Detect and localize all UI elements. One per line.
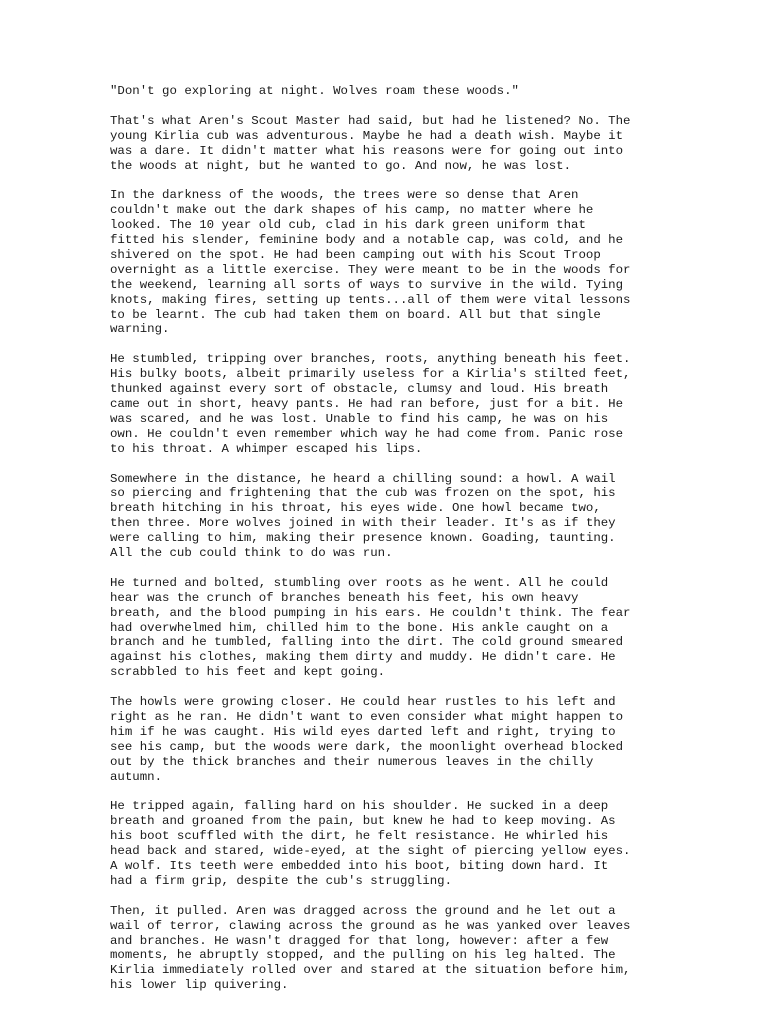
paragraph-howl: Somewhere in the distance, he heard a chilling sound: a howl. A wail so piercing and frightening that the cub was frozen on the spot, his breath hitching in his throat, his eyes wide. One howl became two, then three. More wolves joined in with their leader. It's as if they were calling to him, making their presence known. Goading, taunting. All the cub could think to do was run. <box>110 471 616 561</box>
document-page <box>110 84 670 1008</box>
paragraph-scout-master: That's what Aren's Scout Master had said, but had he listened? No. The young Kirlia cub was adventurous. Maybe he had a death wish. Maybe it was a dare. It didn't matter what his reasons were for going out into the woods at night, but he wanted to go. And now, he was lost. <box>110 113 631 173</box>
paragraph-howls-closer: The howls were growing closer. He could hear rustles to his left and right as he ran. He didn't want to even consider what might happen to him if he was caught. His wild eyes darted left and right, trying to see his camp, but the woods were dark, the moonlight overhead blocked out by the thick branches and their numerous leaves in the chilly autumn. <box>110 695 624 784</box>
paragraph-darkness-woods: In the darkness of the woods, the trees were so dense that Aren couldn't make out the dark shapes of his camp, no matter where he looked. The 10 year old cub, clad in his dark green uniform that fitted his slender, feminine body and a notable cap, was cold, and he shivered on the spot. He had been camping out with his Scout Troop overnight as a little exercise. They were meant to be in the woods for the weekend, learning all sorts of ways to survive in the wild. Tying knots, making fires, setting up tents...all of them were vital lessons to be learnt. The cub had taken them on board. All but that single warning. <box>110 188 631 337</box>
paragraph-dragged: Then, it pulled. Aren was dragged across the ground and he let out a wail of terror, clawing across the ground as he was yanked over leaves and branches. He wasn't dragged for that long, however: after a few moments, he abruptly stopped, and the pulling on his leg halted. The Kirlia immediately rolled over and stared at the situation before him, his lower lip quivering. <box>110 903 631 993</box>
paragraph-warning-quote: "Don't go exploring at night. Wolves roam these woods." <box>110 84 519 98</box>
paragraph-stumbled: He stumbled, tripping over branches, roots, anything beneath his feet. His bulky boots, albeit primarily useless for a Kirlia's stilted feet, thunked against every sort of obstacle, clumsy and loud. His breath came out in short, heavy pants. He had ran before, just for a bit. He was scared, and he was lost. Unable to find his camp, he was on his own. He couldn't even remember which way he had come from. Panic rose to his throat. A whimper escaped his lips. <box>110 352 631 456</box>
paragraph-bolted: He turned and bolted, stumbling over roots as he went. All he could hear was the crunch of branches beneath his feet, his own heavy breath, and the blood pumping in his ears. He couldn't think. The fear had overwhelmed him, chilled him to the bone. His ankle caught on a branch and he tumbled, falling into the dirt. The cold ground smeared against his clothes, making them dirty and muddy. He didn't care. He scrabbled to his feet and kept going. <box>110 575 631 680</box>
paragraph-tripped-again: He tripped again, falling hard on his shoulder. He sucked in a deep breath and groaned from the pain, but knew he had to keep moving. As his boot scuffled with the dirt, he felt resistance. He whirled his head back and stared, wide-eyed, at the sight of piercing yellow eyes. A wolf. Its teeth were embedded into his boot, biting down hard. It had a firm grip, despite the cub's struggling. <box>110 799 631 888</box>
